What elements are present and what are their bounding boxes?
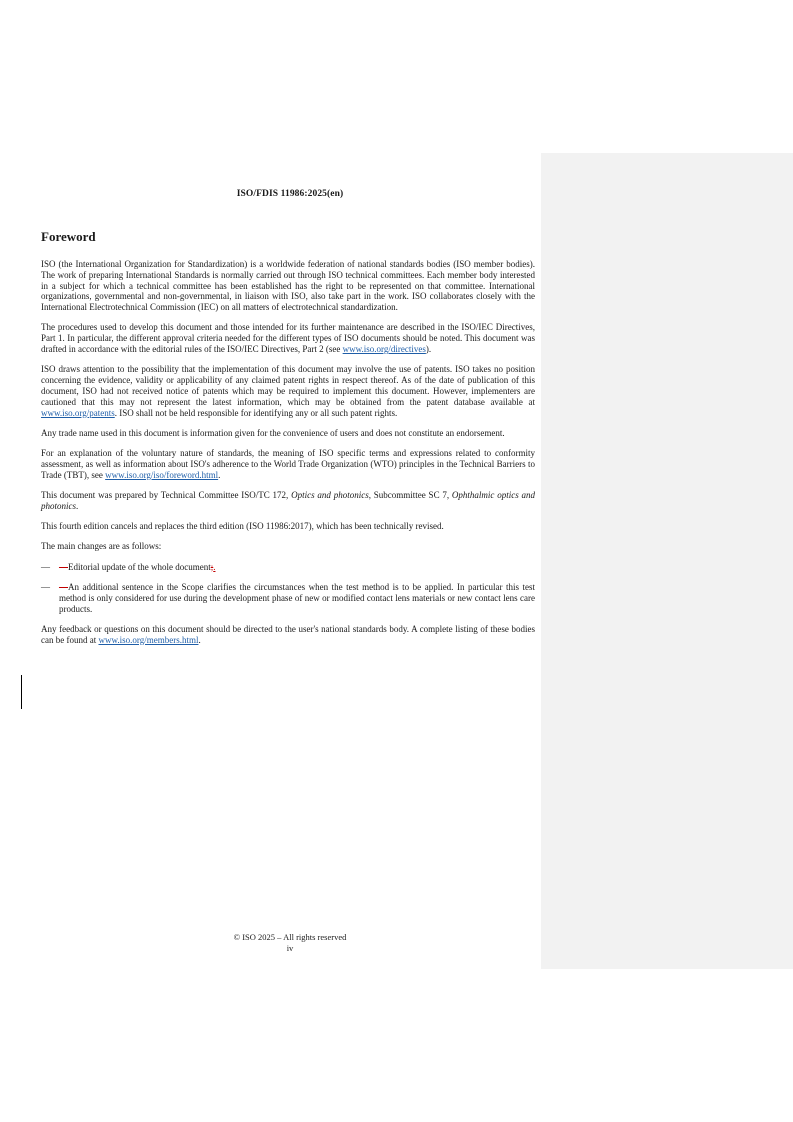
- paragraph-patents-text: ISO draws attention to the possibility that the implementation of this document may involve the use of patents. ISO takes no position concerning the evidence, validity or applicability of any claimed patent rights in respect thereof. As of the date of publication of this document, ISO had not received notice of patents which may be required to implement this document. However, implementers are cautioned that this may not represent the latest information, which may be obtained from the patent database available at: [41, 364, 535, 407]
- foreword-link[interactable]: www.iso.org/iso/foreword.html: [105, 469, 219, 480]
- directives-link[interactable]: www.iso.org/directives: [342, 344, 426, 355]
- deleted-text: ;: [210, 561, 214, 572]
- page-number: iv: [286, 943, 294, 953]
- change-text: An additional sentence in the Scope clarifies the circumstances when the test method is to be applied. In particular this test method is only considered for use during the development phase of new or modified contact lens materials or new contact lens care products.: [59, 582, 535, 614]
- paragraph-edition: This fourth edition cancels and replaces the third edition (ISO 11986:2017), which has been technically revised.: [41, 521, 444, 532]
- paragraph-committee: [41, 490, 535, 512]
- change-text: Editorial update of the whole document: [68, 561, 211, 572]
- foreword-title: Foreword: [41, 229, 96, 244]
- paragraph-feedback-end: .: [198, 634, 201, 645]
- paragraph-voluntary-nature-end: .: [218, 469, 221, 480]
- page-footer: [0, 932, 580, 954]
- paragraph-procedures: [41, 322, 535, 354]
- list-dash: —: [41, 582, 50, 593]
- document-id-header: ISO/FDIS 11986:2025(en): [236, 189, 344, 199]
- paragraph-voluntary-nature: [41, 448, 535, 480]
- deleted-dash: —: [59, 561, 68, 572]
- change-list-item: [41, 562, 535, 573]
- paragraph-voluntary-nature-text: For an explanation of the voluntary nature of standards, the meaning of ISO specific terms and expressions related to conformity assessment, as well as information about ISO's adherence to the World Trade Organization (WTO) principles in the Technical Barriers to Trade (TBT), see: [41, 448, 535, 480]
- subcommittee-name: Ophthalmic optics and photonics: [41, 490, 536, 511]
- change-list-item: [41, 582, 535, 614]
- committee-text-a: This document was prepared by Technical Committee ISO/TC 172,: [41, 490, 292, 501]
- paragraph-iso-intro: ISO (the International Organization for Standardization) is a worldwide federation of national standards bodies (ISO member bodies). The work of preparing International Standards is normally carried out through ISO technical committees. Each member body interested in a subject for which a technical committee has been established has the right to be represented on that committee. International organizations, governmental and non-governmental, in liaison with ISO, also take part in the work. ISO collaborates closely with the International Electrotechnical Commission (IEC) on all matters of electrotechnical standardization.: [41, 259, 535, 313]
- patents-link[interactable]: www.iso.org/patents: [41, 407, 115, 418]
- committee-text-e: .: [76, 500, 79, 511]
- committee-text-c: , Subcommittee SC 7,: [368, 490, 452, 501]
- inserted-text: .: [213, 561, 216, 572]
- comment-pane: [541, 153, 793, 969]
- paragraph-procedures-end: ).: [425, 344, 432, 355]
- deleted-dash: —: [59, 582, 68, 593]
- paragraph-trade-name: Any trade name used in this document is information given for the convenience of users and does not constitute an endorsement.: [41, 427, 505, 438]
- paragraph-feedback-text: Any feedback or questions on this document should be directed to the user's national standards body. A complete listing of these bodies can be found at: [41, 623, 535, 645]
- paragraph-patents: [41, 364, 535, 418]
- paragraph-patents-end: . ISO shall not be held responsible for identifying any or all such patent rights.: [114, 407, 398, 418]
- list-dash: —: [41, 561, 50, 572]
- members-link[interactable]: www.iso.org/members.html: [98, 634, 199, 645]
- paragraph-procedures-text: The procedures used to develop this document and those intended for its further maintenance are described in the ISO/IEC Directives, Part 1. In particular, the different approval criteria needed for the different types of ISO documents should be noted. This document was drafted in accordance with the editorial rules of the ISO/IEC Directives, Part 2 (see: [41, 322, 535, 355]
- paragraph-feedback: [41, 624, 535, 646]
- paragraph-changes-intro: The main changes are as follows:: [41, 541, 162, 552]
- revision-change-bar: [21, 675, 22, 709]
- committee-name: Optics and photonics: [291, 490, 369, 501]
- copyright-notice: © ISO 2025 – All rights reserved: [233, 932, 347, 942]
- foreword-section: [41, 229, 535, 655]
